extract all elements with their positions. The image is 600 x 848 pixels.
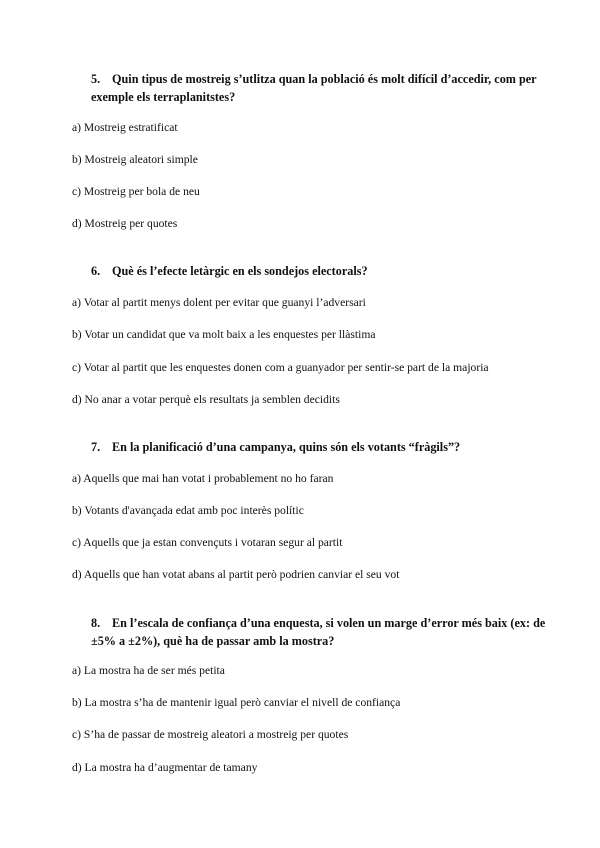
answer-option: a) La mostra ha de ser més petita	[72, 664, 225, 677]
answer-option: b) Votar un candidat que va molt baix a les enquestes per llàstima	[72, 328, 376, 341]
question-text: En l’escala de confiança d’una enquesta, si volen un marge d’error més baix (ex: de ±5% a ±2%), què ha de passar amb la mostra?	[91, 616, 546, 648]
answer-option: d) La mostra ha d’augmentar de tamany	[72, 761, 258, 774]
answer-option: c) Votar al partit que les enquestes donen com a guanyador per sentir-se part de la majoria	[72, 361, 489, 374]
answer-option: a) Votar al partit menys dolent per evitar que guanyi l’adversari	[72, 296, 366, 309]
question-5	[91, 70, 551, 106]
answer-option: b) La mostra s’ha de mantenir igual però canviar el nivell de confiança	[72, 696, 401, 709]
answer-option: a) Mostreig estratificat	[72, 121, 178, 134]
answer-option: c) Mostreig per bola de neu	[72, 185, 200, 198]
answer-option: d) Mostreig per quotes	[72, 217, 178, 230]
question-text: Què és l’efecte letàrgic en els sondejos electorals?	[112, 264, 368, 278]
question-number: 6.	[91, 264, 101, 278]
question-number: 7.	[91, 440, 101, 454]
question-number: 8.	[91, 616, 101, 630]
answer-option: c) Aquells que ja estan convençuts i votaran segur al partit	[72, 536, 343, 549]
answer-option: d) Aquells que han votat abans al partit però podrien canviar el seu vot	[72, 568, 400, 581]
question-number: 5.	[91, 72, 101, 86]
answer-option: a) Aquells que mai han votat i probablement no ho faran	[72, 472, 334, 485]
answer-option: b) Mostreig aleatori simple	[72, 153, 198, 166]
answer-option: b) Votants d'avançada edat amb poc interès polític	[72, 504, 304, 517]
question-7	[91, 438, 551, 456]
answer-option: c) S’ha de passar de mostreig aleatori a mostreig per quotes	[72, 728, 349, 741]
answer-option: d) No anar a votar perquè els resultats ja semblen decidits	[72, 393, 340, 406]
question-8	[91, 614, 551, 650]
question-6	[91, 262, 551, 280]
question-text: Quin tipus de mostreig s’utlitza quan la població és molt difícil d’accedir, com per exemple els terraplanitstes?	[91, 72, 537, 104]
question-text: En la planificació d’una campanya, quins són els votants “fràgils”?	[112, 440, 461, 454]
